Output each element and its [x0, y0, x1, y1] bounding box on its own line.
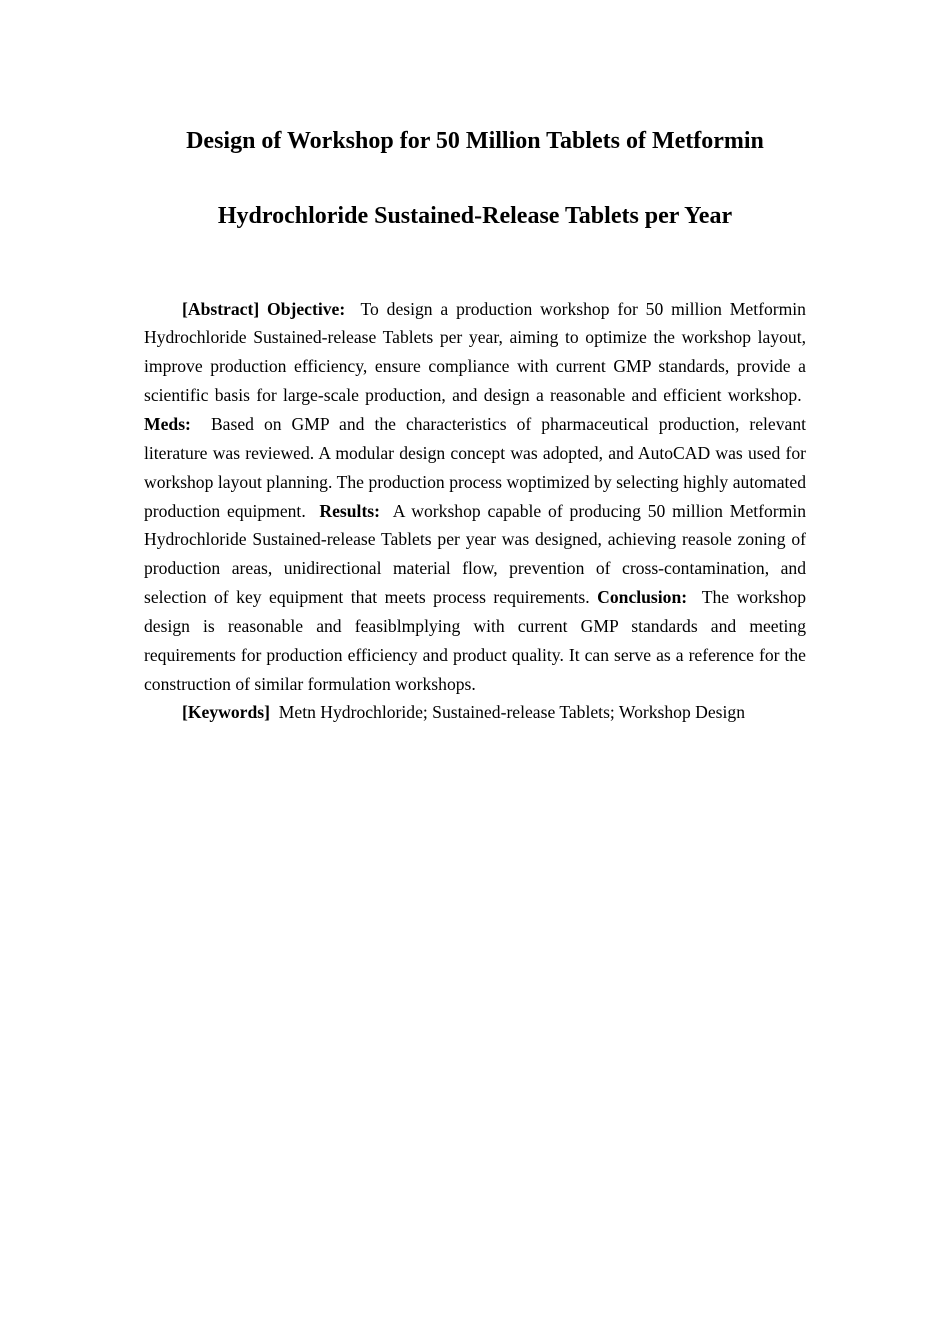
results-label: Results: [319, 500, 381, 521]
keywords-label: [Keywords] [182, 701, 270, 722]
methods-text: Based on GMP and the characteristics of pharmaceutical production, relevant literature was reviewed. A modular design concept was adopted, and AutoCAD was used for workshop layout planning. The production process woptimized by selecting highly automated production equipment. [144, 413, 807, 521]
conclusion-text: The workshop design is reasonable and feasiblmplying with current GMP standards and meeting requirements for production efficiency and product quality. It can serve as a reference for the construction of similar formulation workshops. [144, 587, 806, 694]
paper-title-line-2: Hydrochloride Sustained-Release Tablets per Year [217, 203, 733, 229]
paper-title-line-1: Design of Workshop for 50 Million Tablets of Metformin [186, 128, 764, 154]
methods-label: Meds: [144, 413, 191, 434]
results-text: A workshop capable of producing 50 million Metformin Hydrochloride Sustained-release Tablets per year was designed, achieving reasole zoning of production areas, unidirectional material flow, prevention of cross-contamination, and selection of key equipment that meets process requirements. [144, 500, 807, 608]
abstract-paragraph [144, 295, 806, 699]
objective-label: Objective: [267, 298, 346, 319]
keywords-text: Metn Hydrochloride; Sustained-release Tablets; Workshop Design [278, 701, 746, 722]
abstract-tag: [Abstract] [182, 298, 260, 319]
keywords-paragraph [144, 698, 806, 727]
objective-text: To design a production workshop for 50 million Metformin Hydrochloride Sustained-release Tablets per year, aiming to optimize the workshop layout, improve production efficiency, ensure compliance with current GMP standards, provide a scientific basis for large-scale production, and design a reasonable and efficient workshop. [144, 298, 806, 406]
conclusion-label: Conclusion: [597, 587, 688, 608]
